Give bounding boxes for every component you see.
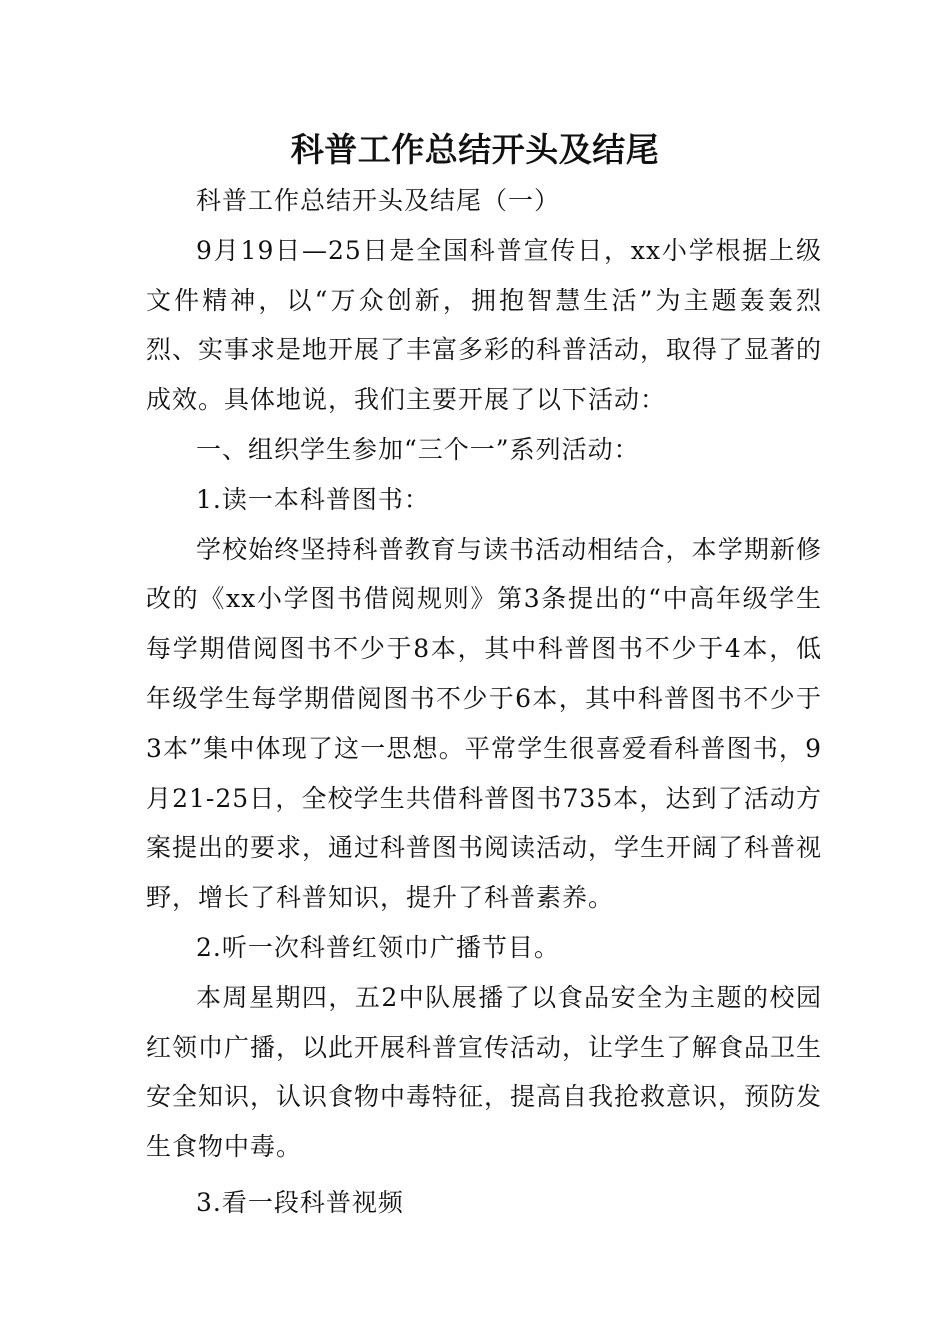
intro-paragraph: 9月19日—25日是全国科普宣传日，xx小学根据上级文件精神，以“万众创新，拥抱智慧生活”为主题轰轰烈烈、实事求是地开展了丰富多彩的科普活动，取得了显著的成效。具体地说，我们主要开展了以下活动： — [146, 235, 823, 415]
item-paragraph-2: 本周星期四，五2中队展播了以食品安全为主题的校园红领巾广播，以此开展科普宣传活动，让学生了解食品卫生安全知识，认识食物中毒特征，提高自我抢救意识，预防发生食物中毒。 — [146, 982, 823, 1162]
subtitle-paragraph: 科普工作总结开头及结尾（一） — [196, 186, 561, 215]
document-title: 科普工作总结开头及结尾 — [290, 130, 660, 169]
item-heading-3: 3.看一段科普视频 — [196, 1187, 404, 1217]
document-body — [146, 176, 822, 1228]
section-heading: 一、组织学生参加“三个一”系列活动： — [196, 434, 640, 464]
item-paragraph-1: 学校始终坚持科普教育与读书活动相结合，本学期新修改的《xx小学图书借阅规则》第3条提出的“中高年级学生每学期借阅图书不少于8本，其中科普图书不少于4本，低年级学生每学期借阅图书不少于6本，其中科普图书不少于3本”集中体现了这一思想。平常学生很喜爱看科普图书，9月21-25日，全校学生共借科普图书735本，达到了活动方案提出的要求，通过科普图书阅读活动，学生开阔了科普视野，增长了科普知识，提升了科普素养。 — [146, 534, 823, 913]
item-heading-1: 1.读一本科普图书： — [196, 484, 430, 514]
item-heading-2: 2.听一次科普红领巾广播节目。 — [196, 932, 560, 962]
